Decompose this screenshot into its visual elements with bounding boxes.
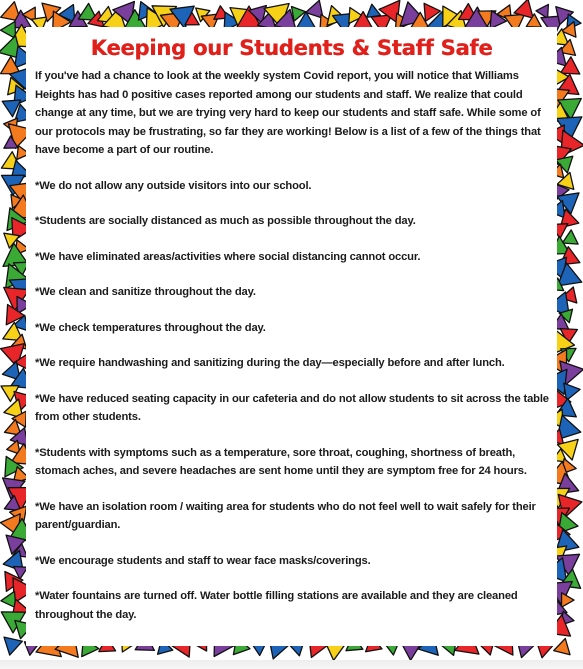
border-triangle (562, 593, 575, 607)
border-triangle (1, 21, 16, 38)
border-triangle (4, 637, 22, 655)
intro-paragraph: If you've had a chance to look at the weekly system Covid report, you will notice that Williams Heights has had 0 positive cases reported among our students and staff. We realize that could change at any time, but we are trying very hard to keep our students and staff safe. While some of our protocols may be frustrating, so far they are working! Below is a list of a few of the things that have become a part of our routine. (35, 70, 541, 156)
bullet-item: *We clean and sanitize throughout the day. (35, 286, 256, 298)
bullet-item: *We encourage students and staff to wear face masks/coverings. (35, 554, 371, 567)
bottom-strip (0, 660, 583, 669)
bullet-item: *Students with symptoms such as a temperature, sore throat, coughing, shortness of breath, stomach aches, and severe headaches are sent home until they are symptom free for 24 hours. (35, 446, 527, 477)
page-title: Keeping our Students & Staff Safe (90, 36, 493, 60)
bullet-item: *We check temperatures throughout the day. (35, 321, 266, 334)
bullet-item: *We require handwashing and sanitizing during the day—especially before and after lunch. (35, 357, 505, 369)
bullet-item: *Water fountains are turned off. Water bottle filling stations are available and they are cleaned throughout the day. (35, 590, 518, 621)
document-body (30, 67, 553, 624)
border-triangle (367, 4, 381, 17)
bullet-item: *Students are socially distanced as much as possible throughout the day. (35, 215, 416, 227)
bullet-item: *We do not allow any outside visitors into our school. (35, 179, 312, 192)
bullet-item: *We have an isolation room / waiting area for students who do not feel well to wait safely for their parent/guardian. (35, 500, 536, 531)
border-triangle (562, 230, 578, 244)
border-triangle (1, 591, 16, 608)
document (30, 28, 553, 624)
bullet-item: *We have reduced seating capacity in our cafeteria and do not allow students to sit across the table from other students. (35, 392, 549, 423)
bullet-item: *We have eliminated areas/activities where social distancing cannot occur. (35, 250, 421, 263)
border-triangle (536, 4, 548, 18)
